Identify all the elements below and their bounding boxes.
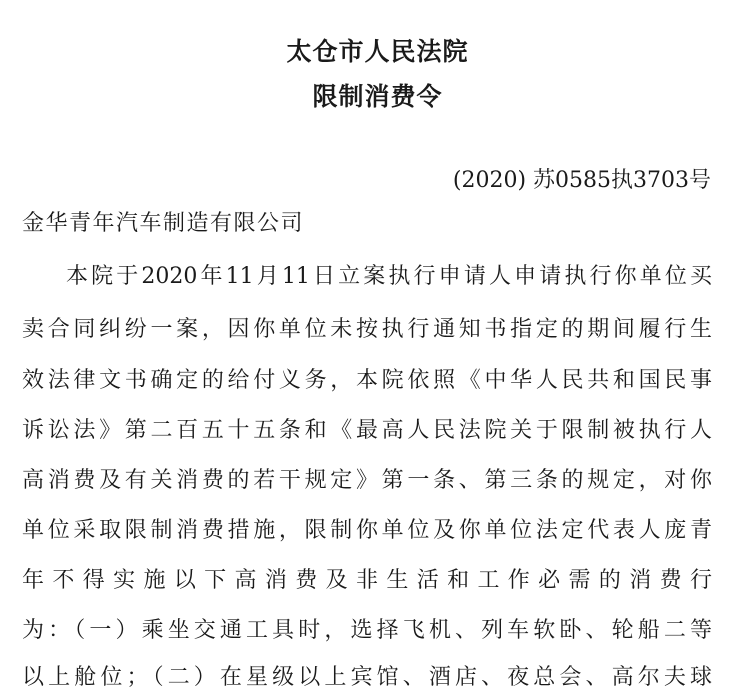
body-line-6: 单位采取限制消费措施，限制你单位及你单位法定代表人庞青: [22, 518, 712, 543]
case-number: (2020) 苏0585执3703号: [452, 168, 711, 193]
addressee: 金华青年汽车制造有限公司: [22, 211, 305, 236]
order-title: 限制消费令: [312, 82, 443, 111]
body-line-3: 效法律文书确定的给付义务，本院依照《中华人民共和国民事: [22, 368, 712, 393]
body-line-2: 卖合同纠纷一案，因你单位未按执行通知书指定的期间履行生: [22, 317, 712, 342]
court-name: 太仓市人民法院: [286, 37, 469, 66]
body-line-5: 高消费及有关消费的若干规定》第一条、第三条的规定，对你: [22, 468, 712, 493]
body-line-7: 年不得实施以下高消费及非生活和工作必需的消费行: [22, 568, 712, 593]
body-line-4: 诉讼法》第二百五十五条和《最高人民法院关于限制被执行人: [22, 418, 712, 443]
body-line-8: 为：（一）乘坐交通工具时，选择飞机、列车软卧、轮船二等: [22, 618, 712, 643]
body-line-9: 以上舱位；（二）在星级以上宾馆、酒店、夜总会、高尔夫球: [22, 665, 712, 690]
body-line-1: 本院于2020年11月11日立案执行申请人申请执行你单位买: [66, 264, 712, 289]
